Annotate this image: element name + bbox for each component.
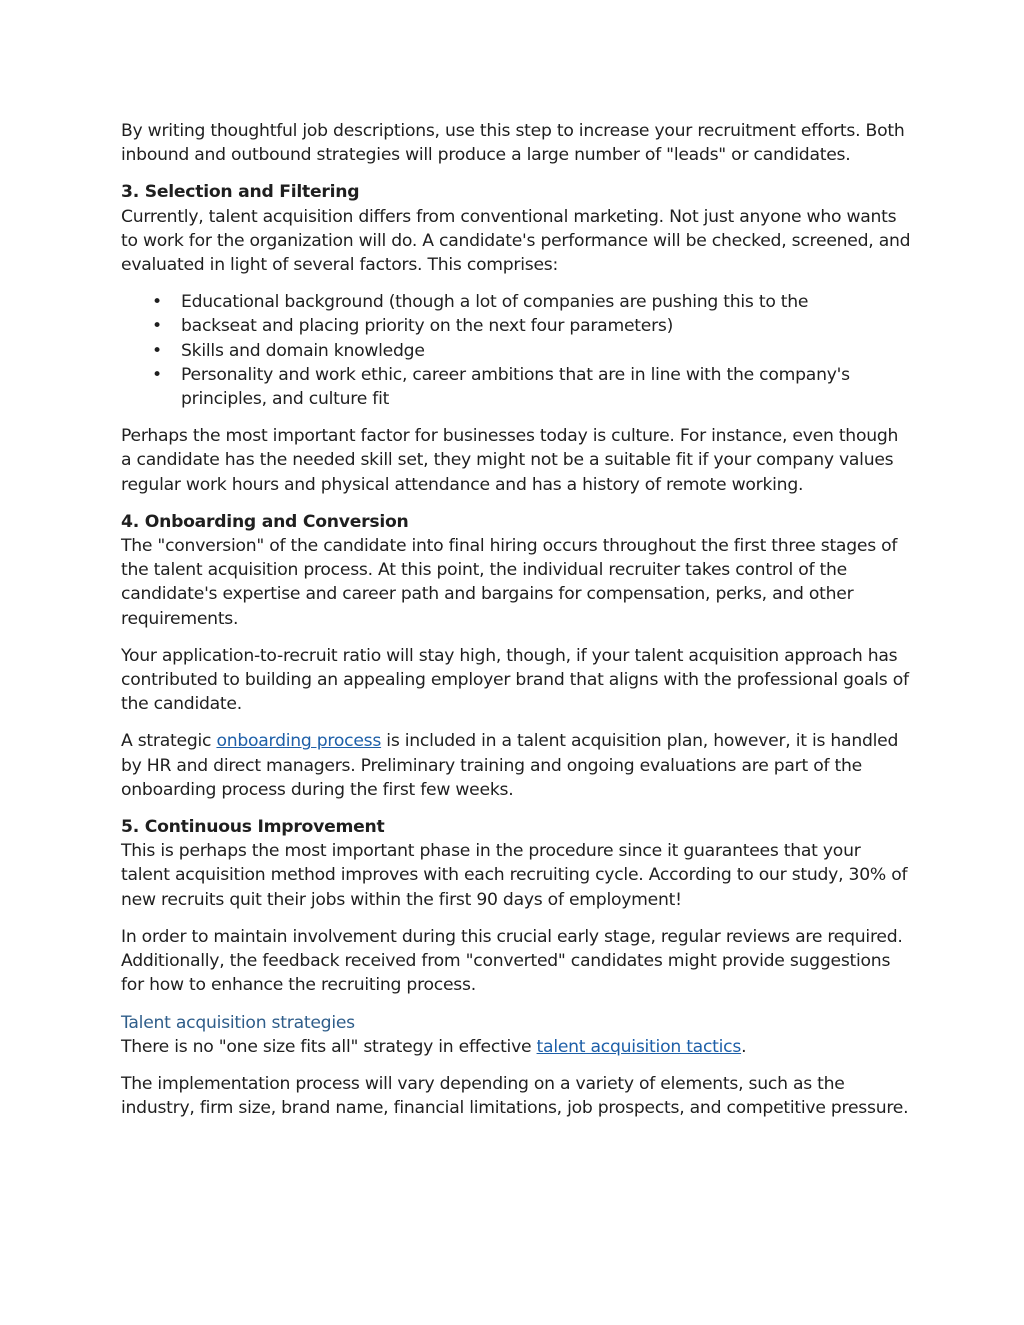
list-item: • Educational background (though a lot of companies are pushing this to the [181,290,911,314]
selection-paragraph: Currently, talent acquisition differs from conventional marketing. Not just anyone who wants to work for the organization will do. A candidate's performance will be checked, screened, and evaluated in light of several factors. This comprises: [121,206,911,276]
section-heading-improvement: 5. Continuous Improvement [121,817,385,838]
section-heading-selection: 3. Selection and Filtering [121,182,360,203]
intro-paragraph: By writing thoughtful job descriptions, use this step to increase your recruitment efforts. Both inbound and outbound strategies will produce a large number of "leads" or candidates. [121,121,905,166]
list-item: • backseat and placing priority on the next four parameters) [181,314,911,338]
section-selection [121,180,911,277]
strategies-text-after: . [741,1036,747,1057]
list-item: • Personality and work ethic, career ambitions that are in line with the company's principles, and culture fit [181,363,911,411]
section-onboarding [121,510,911,631]
onboarding-text-before: A strategic [121,731,217,752]
onboarding-process-link[interactable]: onboarding process [216,731,382,752]
implementation-paragraph: The implementation process will vary depending on a variety of elements, such as the industry, firm size, brand name, financial limitations, job prospects, and competitive pressure. [121,1073,909,1119]
section-strategies [121,1011,911,1059]
improvement-paragraph: This is perhaps the most important phase in the procedure since it guarantees that your talent acquisition method improves with each recruiting cycle. According to our study, 30% of new recruits quit their jobs within the first 90 days of employment! [121,841,908,910]
onboarding-paragraph [121,729,911,802]
criteria-list [121,290,911,411]
section-improvement [121,815,911,912]
reviews-paragraph: In order to maintain involvement during this crucial early stage, regular reviews are required. Additionally, the feedback received from "converted" candidates might provide suggestions for how to enhance the recruiting process. [121,926,903,996]
document-page [121,119,911,1133]
talent-acquisition-tactics-link[interactable]: talent acquisition tactics [536,1036,742,1057]
section-heading-onboarding: 4. Onboarding and Conversion [121,511,409,532]
conversion-paragraph: The "conversion" of the candidate into final hiring occurs throughout the first three stages of the talent acquisition process. At this point, the individual recruiter takes control of the candidate's expertise and career path and bargains for compensation, perks, and other requirements. [121,536,898,629]
ratio-paragraph: Your application-to-recruit ratio will stay high, though, if your talent acquisition approach has contributed to building an appealing employer brand that aligns with the professional goals of the candidate. [121,645,909,715]
strategies-text-before: There is no "one size fits all" strategy in effective [121,1036,537,1057]
strategies-subtitle: Talent acquisition strategies [121,1012,355,1033]
onboarding-text-after: is included in a talent acquisition plan, however, it is handled by HR and direct managers. Preliminary training and ongoing evaluations are part of the onboarding process during the first few weeks. [121,731,899,800]
list-item: • Skills and domain knowledge [181,339,911,363]
culture-paragraph: Perhaps the most important factor for businesses today is culture. For instance, even though a candidate has the needed skill set, they might not be a suitable fit if your company values regular work hours and physical attendance and has a history of remote working. [121,426,899,495]
